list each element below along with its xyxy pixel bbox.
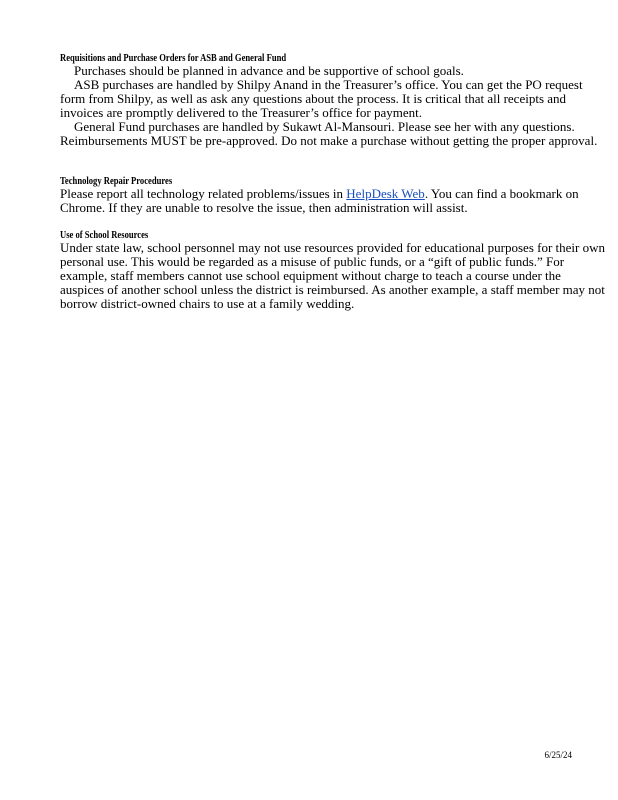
- technology-text-after: . You can find a bookmark on Chrome. If they are unable to resolve the issue, then administration will assist.: [60, 186, 579, 215]
- resources-heading: Use of School Resources: [60, 229, 149, 241]
- requisitions-paragraph-2: ASB purchases are handled by Shilpy Anand in the Treasurer’s office. You can get the PO request form from Shilpy, as well as ask any questions about the process. It is critical that all receipts and invoices are promptly delivered to the Treasurer’s office for payment.: [60, 77, 583, 120]
- requisitions-heading: Requisitions and Purchase Orders for ASB and General Fund: [60, 52, 287, 64]
- requisitions-paragraph-3: General Fund purchases are handled by Sukawt Al-Mansouri. Please see her with any questions. Reimbursements MUST be pre-approved. Do not make a purchase without getting the proper approval.: [60, 119, 598, 148]
- technology-paragraph: [60, 187, 606, 215]
- technology-text-before: Please report all technology related problems/issues in: [60, 186, 347, 201]
- requisitions-paragraph-1: Purchases should be planned in advance and be supportive of school goals.: [74, 63, 464, 78]
- helpdesk-web-link[interactable]: HelpDesk Web: [346, 186, 425, 201]
- footer-date: 6/25/24: [544, 750, 572, 760]
- resources-paragraph: Under state law, school personnel may not use resources provided for educational purposes for their own personal use. This would be regarded as a misuse of public funds, or a “gift of public funds.” For example, staff members cannot use school equipment without charge to teach a course under the auspices of another school unless the district is reimbursed. As another example, a staff member may not borrow district-owned chairs to use at a family wedding.: [60, 240, 605, 311]
- technology-heading: Technology Repair Procedures: [60, 175, 173, 187]
